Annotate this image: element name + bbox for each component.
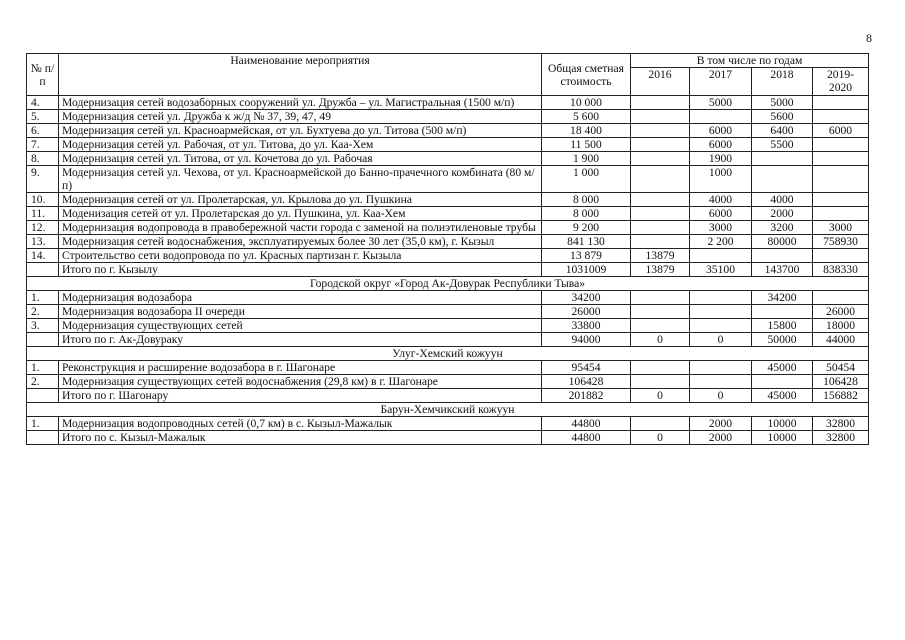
row-number bbox=[27, 431, 59, 445]
section-title: Барун-Хемчикский кожуун bbox=[27, 403, 869, 417]
cost-2017: 1900 bbox=[690, 152, 752, 166]
total-cost: 201882 bbox=[542, 389, 631, 403]
cost-2017: 6000 bbox=[690, 207, 752, 221]
table-row bbox=[27, 96, 869, 110]
cost-2019-2020: 838330 bbox=[813, 263, 869, 277]
table-row bbox=[27, 152, 869, 166]
total-cost: 13 879 bbox=[542, 249, 631, 263]
cost-2018: 5600 bbox=[752, 110, 813, 124]
measure-name: Модернизация сетей ул. Дружба к ж/д № 37, 39, 47, 49 bbox=[59, 110, 542, 124]
cost-2019-2020 bbox=[813, 291, 869, 305]
cost-2017: 2000 bbox=[690, 417, 752, 431]
section-header-row bbox=[27, 347, 869, 361]
cost-2016 bbox=[631, 207, 690, 221]
total-cost: 11 500 bbox=[542, 138, 631, 152]
row-number: 2. bbox=[27, 375, 59, 389]
measure-name: Модернизация водозабора bbox=[59, 291, 542, 305]
cost-2019-2020 bbox=[813, 138, 869, 152]
cost-2016 bbox=[631, 235, 690, 249]
cost-2019-2020 bbox=[813, 193, 869, 207]
cost-2018: 6400 bbox=[752, 124, 813, 138]
row-number bbox=[27, 389, 59, 403]
total-cost: 1 900 bbox=[542, 152, 631, 166]
measure-name: Итого по г. Ак-Довураку bbox=[59, 333, 542, 347]
measure-name: Модернизация водопроводных сетей (0,7 км) в с. Кызыл-Мажалык bbox=[59, 417, 542, 431]
table-row bbox=[27, 110, 869, 124]
cost-2019-2020 bbox=[813, 110, 869, 124]
cost-2018: 10000 bbox=[752, 431, 813, 445]
cost-2016 bbox=[631, 110, 690, 124]
cost-2019-2020: 18000 bbox=[813, 319, 869, 333]
cost-2018: 45000 bbox=[752, 389, 813, 403]
cost-2019-2020 bbox=[813, 207, 869, 221]
header-year-2018: 2018 bbox=[752, 68, 813, 96]
cost-2016 bbox=[631, 291, 690, 305]
cost-2016: 13879 bbox=[631, 263, 690, 277]
cost-2018: 50000 bbox=[752, 333, 813, 347]
measure-name: Модернизация водопровода в правобережной части города с заменой на полиэтиленовые трубы bbox=[59, 221, 542, 235]
cost-2017: 2000 bbox=[690, 431, 752, 445]
cost-2017 bbox=[690, 375, 752, 389]
cost-2017 bbox=[690, 110, 752, 124]
header-years-group: В том числе по годам bbox=[631, 54, 869, 68]
table-row bbox=[27, 235, 869, 249]
cost-2017: 0 bbox=[690, 389, 752, 403]
total-cost: 44800 bbox=[542, 417, 631, 431]
cost-2019-2020: 32800 bbox=[813, 417, 869, 431]
row-number bbox=[27, 263, 59, 277]
row-number: 10. bbox=[27, 193, 59, 207]
table-row bbox=[27, 417, 869, 431]
total-cost: 95454 bbox=[542, 361, 631, 375]
header-name: Наименование мероприятия bbox=[59, 54, 542, 96]
cost-2018: 34200 bbox=[752, 291, 813, 305]
measure-name: Модернизация водозабора II очереди bbox=[59, 305, 542, 319]
total-cost: 106428 bbox=[542, 375, 631, 389]
row-number: 3. bbox=[27, 319, 59, 333]
cost-2016 bbox=[631, 375, 690, 389]
measure-name: Модернизация сетей ул. Чехова, от ул. Красноармейской до Банно-прачечного комбината (80 м/п) bbox=[59, 166, 542, 193]
table-row bbox=[27, 319, 869, 333]
cost-2016: 13879 bbox=[631, 249, 690, 263]
header-year-2019-2020: 2019-2020 bbox=[813, 68, 869, 96]
section-header-row bbox=[27, 403, 869, 417]
total-cost: 34200 bbox=[542, 291, 631, 305]
cost-2017: 0 bbox=[690, 333, 752, 347]
section-header-row bbox=[27, 277, 869, 291]
cost-2019-2020: 6000 bbox=[813, 124, 869, 138]
cost-2019-2020: 50454 bbox=[813, 361, 869, 375]
total-cost: 1 000 bbox=[542, 166, 631, 193]
cost-2019-2020: 156882 bbox=[813, 389, 869, 403]
cost-2017: 5000 bbox=[690, 96, 752, 110]
measure-name: Итого по г. Кызылу bbox=[59, 263, 542, 277]
cost-2016 bbox=[631, 305, 690, 319]
cost-2016 bbox=[631, 193, 690, 207]
row-number: 9. bbox=[27, 166, 59, 193]
cost-2017: 35100 bbox=[690, 263, 752, 277]
cost-2016 bbox=[631, 221, 690, 235]
total-row bbox=[27, 431, 869, 445]
cost-2018: 5000 bbox=[752, 96, 813, 110]
total-cost: 10 000 bbox=[542, 96, 631, 110]
cost-2017 bbox=[690, 249, 752, 263]
row-number: 13. bbox=[27, 235, 59, 249]
table-row bbox=[27, 166, 869, 193]
measure-name: Модернизация существующих сетей bbox=[59, 319, 542, 333]
cost-2019-2020: 32800 bbox=[813, 431, 869, 445]
total-cost: 44800 bbox=[542, 431, 631, 445]
cost-2018: 10000 bbox=[752, 417, 813, 431]
cost-2018: 2000 bbox=[752, 207, 813, 221]
cost-2018: 15800 bbox=[752, 319, 813, 333]
measure-name: Модернизация сетей ул. Титова, от ул. Кочетова до ул. Рабочая bbox=[59, 152, 542, 166]
table-row bbox=[27, 193, 869, 207]
cost-2017: 1000 bbox=[690, 166, 752, 193]
table-header bbox=[27, 54, 869, 96]
measure-name: Итого по с. Кызыл-Мажалык bbox=[59, 431, 542, 445]
table-row bbox=[27, 221, 869, 235]
cost-2016 bbox=[631, 138, 690, 152]
page-number: 8 bbox=[866, 31, 872, 45]
measure-name: Модернизация сетей водозаборных сооружений ул. Дружба – ул. Магистральная (1500 м/п) bbox=[59, 96, 542, 110]
cost-2018 bbox=[752, 152, 813, 166]
cost-2019-2020: 44000 bbox=[813, 333, 869, 347]
row-number: 8. bbox=[27, 152, 59, 166]
total-cost: 26000 bbox=[542, 305, 631, 319]
cost-2017 bbox=[690, 319, 752, 333]
cost-2017: 3000 bbox=[690, 221, 752, 235]
header-year-2017: 2017 bbox=[690, 68, 752, 96]
table-row bbox=[27, 361, 869, 375]
total-cost: 33800 bbox=[542, 319, 631, 333]
total-row bbox=[27, 389, 869, 403]
header-year-2016: 2016 bbox=[631, 68, 690, 96]
row-number: 11. bbox=[27, 207, 59, 221]
cost-2016: 0 bbox=[631, 431, 690, 445]
row-number: 14. bbox=[27, 249, 59, 263]
total-cost: 8 000 bbox=[542, 193, 631, 207]
cost-2016 bbox=[631, 152, 690, 166]
table-row bbox=[27, 138, 869, 152]
table-body bbox=[27, 96, 869, 445]
table-row bbox=[27, 375, 869, 389]
measure-name: Строительство сети водопровода по ул. Красных партизан г. Кызыла bbox=[59, 249, 542, 263]
header-num: № п/п bbox=[27, 54, 59, 96]
table-row bbox=[27, 249, 869, 263]
cost-2017 bbox=[690, 291, 752, 305]
cost-2017: 6000 bbox=[690, 138, 752, 152]
measures-table bbox=[26, 53, 869, 445]
cost-2018: 3200 bbox=[752, 221, 813, 235]
total-cost: 18 400 bbox=[542, 124, 631, 138]
cost-2016: 0 bbox=[631, 389, 690, 403]
cost-2018: 143700 bbox=[752, 263, 813, 277]
cost-2016 bbox=[631, 166, 690, 193]
cost-2018 bbox=[752, 305, 813, 319]
row-number: 1. bbox=[27, 417, 59, 431]
section-title: Городской округ «Город Ак-Довурак Республики Тыва» bbox=[27, 277, 869, 291]
table-row bbox=[27, 305, 869, 319]
cost-2018: 45000 bbox=[752, 361, 813, 375]
cost-2018: 5500 bbox=[752, 138, 813, 152]
cost-2019-2020 bbox=[813, 152, 869, 166]
row-number: 1. bbox=[27, 291, 59, 305]
measure-name: Модернизация сетей ул. Красноармейская, от ул. Бухтуева до ул. Титова (500 м/п) bbox=[59, 124, 542, 138]
cost-2017: 4000 bbox=[690, 193, 752, 207]
cost-2016 bbox=[631, 361, 690, 375]
total-cost: 1031009 bbox=[542, 263, 631, 277]
row-number: 6. bbox=[27, 124, 59, 138]
cost-2016 bbox=[631, 96, 690, 110]
header-total: Общая сметная стоимость bbox=[542, 54, 631, 96]
cost-2017: 6000 bbox=[690, 124, 752, 138]
row-number: 12. bbox=[27, 221, 59, 235]
row-number: 5. bbox=[27, 110, 59, 124]
cost-2019-2020: 3000 bbox=[813, 221, 869, 235]
cost-2019-2020: 106428 bbox=[813, 375, 869, 389]
row-number: 7. bbox=[27, 138, 59, 152]
measure-name: Модернизация сетей от ул. Пролетарская, ул. Крылова до ул. Пушкина bbox=[59, 193, 542, 207]
total-cost: 9 200 bbox=[542, 221, 631, 235]
cost-2017: 2 200 bbox=[690, 235, 752, 249]
section-title: Улуг-Хемский кожуун bbox=[27, 347, 869, 361]
cost-2017 bbox=[690, 305, 752, 319]
total-row bbox=[27, 263, 869, 277]
cost-2018 bbox=[752, 166, 813, 193]
row-number: 2. bbox=[27, 305, 59, 319]
cost-2018: 4000 bbox=[752, 193, 813, 207]
cost-2019-2020: 758930 bbox=[813, 235, 869, 249]
measure-name: Модернизация существующих сетей водоснабжения (29,8 км) в г. Шагонаре bbox=[59, 375, 542, 389]
cost-2018 bbox=[752, 375, 813, 389]
measure-name: Моденизация сетей от ул. Пролетарская до ул. Пушкина, ул. Каа-Хем bbox=[59, 207, 542, 221]
cost-2016: 0 bbox=[631, 333, 690, 347]
cost-2019-2020: 26000 bbox=[813, 305, 869, 319]
row-number bbox=[27, 333, 59, 347]
total-cost: 94000 bbox=[542, 333, 631, 347]
total-row bbox=[27, 333, 869, 347]
cost-2019-2020 bbox=[813, 96, 869, 110]
row-number: 1. bbox=[27, 361, 59, 375]
cost-2016 bbox=[631, 319, 690, 333]
cost-2019-2020 bbox=[813, 249, 869, 263]
total-cost: 841 130 bbox=[542, 235, 631, 249]
cost-2018: 80000 bbox=[752, 235, 813, 249]
cost-2018 bbox=[752, 249, 813, 263]
cost-2019-2020 bbox=[813, 166, 869, 193]
total-cost: 8 000 bbox=[542, 207, 631, 221]
total-cost: 5 600 bbox=[542, 110, 631, 124]
cost-2017 bbox=[690, 361, 752, 375]
table-row bbox=[27, 124, 869, 138]
measure-name: Модернизация сетей ул. Рабочая, от ул. Титова, до ул. Каа-Хем bbox=[59, 138, 542, 152]
table-row bbox=[27, 207, 869, 221]
row-number: 4. bbox=[27, 96, 59, 110]
cost-2016 bbox=[631, 417, 690, 431]
measure-name: Модернизация сетей водоснабжения, эксплуатируемых более 30 лет (35,0 км), г. Кызыл bbox=[59, 235, 542, 249]
measure-name: Реконструкция и расширение водозабора в г. Шагонаре bbox=[59, 361, 542, 375]
table-row bbox=[27, 291, 869, 305]
cost-2016 bbox=[631, 124, 690, 138]
measure-name: Итого по г. Шагонару bbox=[59, 389, 542, 403]
